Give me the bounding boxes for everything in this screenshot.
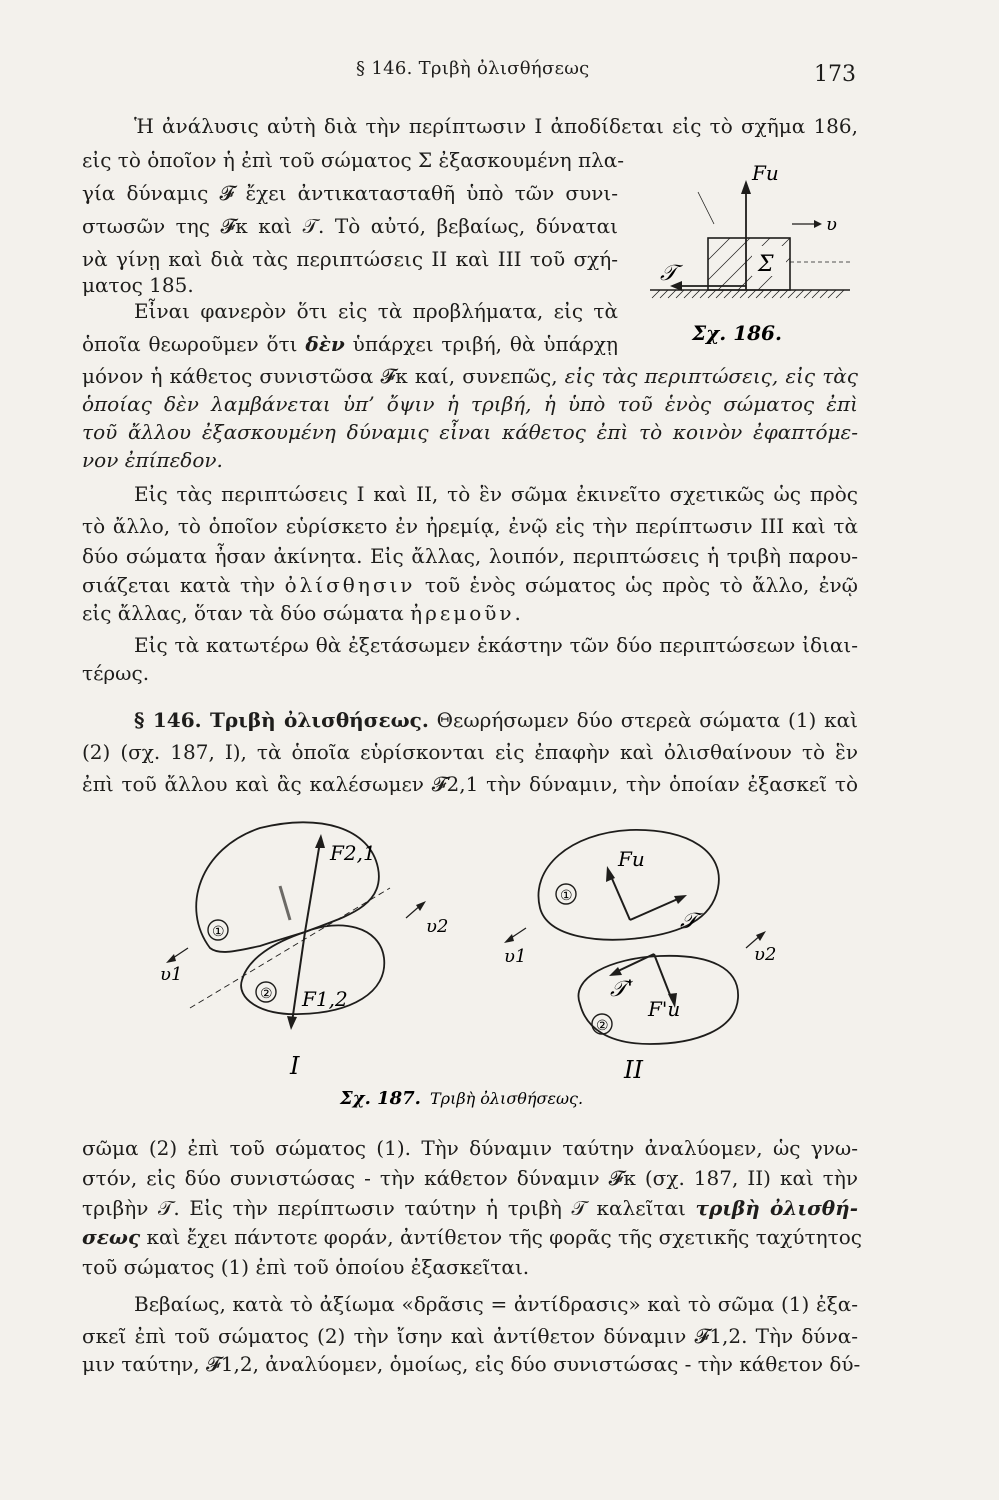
- text-line: νον ἐπίπεδον.: [82, 448, 223, 472]
- figure-186: [640, 140, 860, 360]
- figure-187: [140, 808, 840, 1118]
- text-line: τοῦ σώματος (1) ἐπὶ τοῦ ὁποίου ἐξασκεῖται.: [82, 1255, 530, 1279]
- figure-186-caption: Σχ. 186.: [692, 321, 782, 345]
- text-line: στόν, εἰς δύο συνιστώσας - τὴν κάθετον δύναμιν 𝓕κ (σχ. 187, II) καὶ τὴν: [82, 1166, 858, 1190]
- v2-label: υ2: [426, 916, 449, 937]
- text-line: τοῦ ἄλλου ἐξασκουμένη δύναμις εἶναι κάθετος ἐπὶ τὸ κοινὸν ἐφαπτόμε-: [82, 420, 858, 444]
- friction-label: 𝒯: [660, 261, 677, 286]
- section-heading: § 146. Τριβὴ ὀλισθήσεως.: [134, 708, 429, 732]
- body-1-label: ①: [212, 924, 225, 940]
- body-label: Σ: [758, 252, 774, 277]
- t-label: 𝒯: [680, 909, 697, 934]
- text-line: γία δύναμις 𝓕 ἔχει ἀντικατασταθῆ ὑπὸ τῶν συνι-: [82, 181, 618, 205]
- text-line: Εἶναι φανερὸν ὅτι εἰς τὰ προβλήματα, εἰς τὰ: [134, 299, 618, 323]
- page-number: 173: [814, 62, 856, 87]
- t-prime-label: 𝒯': [610, 977, 633, 1002]
- fu-label: Fu: [618, 847, 645, 871]
- text-line: σῶμα (2) ἐπὶ τοῦ σώματος (1). Τὴν δύναμιν ταύτην ἀναλύομεν, ὡς γνω-: [82, 1136, 858, 1160]
- v1-label: υ1: [504, 946, 527, 967]
- panel-1-numeral: I: [290, 1052, 300, 1080]
- f21-label: F2,1: [330, 841, 376, 865]
- text-line: Εἰς τὰ κατωτέρω θὰ ἐξετάσωμεν ἑκάστην τῶν δύο περιπτώσεων ἰδιαι-: [134, 633, 858, 657]
- text-line: Βεβαίως, κατὰ τὸ ἀξίωμα «δρᾶσις = ἀντίδρασις» καὶ τὸ σῶμα (1) ἐξα-: [134, 1292, 858, 1316]
- text-line: μόνον ἡ κάθετος συνιστῶσα 𝓕κ καί, συνεπῶς, εἰς τὰς περιπτώσεις, εἰς τὰς: [82, 364, 858, 388]
- body-1-label: ①: [560, 888, 573, 904]
- running-header: § 146. Τριβὴ ὀλισθήσεως: [356, 58, 590, 79]
- figure-187-caption-title: Τριβὴ ὀλισθήσεως.: [430, 1089, 584, 1108]
- text-line: Ἡ ἀνάλυσις αὐτὴ διὰ τὴν περίπτωσιν I ἀποδίδεται εἰς τὸ σχῆμα 186,: [134, 114, 858, 138]
- text-line: τέρως.: [82, 661, 150, 685]
- text-line: ματος 185.: [82, 273, 194, 297]
- text-line: (2) (σχ. 187, I), τὰ ὁποῖα εὑρίσκονται εἰς ἐπαφὴν καὶ ὀλισθαίνουν τὸ ἓν: [82, 740, 858, 764]
- fu-prime-label: F'u: [648, 997, 681, 1021]
- f12-label: F1,2: [302, 987, 348, 1011]
- text-line: Εἰς τὰς περιπτώσεις I καὶ II, τὸ ἓν σῶμα ἐκινεῖτο σχετικῶς ὡς πρὸς: [134, 482, 858, 506]
- v1-label: υ1: [160, 964, 183, 985]
- text-line: νὰ γίνῃ καὶ διὰ τὰς περιπτώσεις II καὶ III τοῦ σχή-: [82, 247, 618, 271]
- force-label: Fu: [752, 161, 779, 185]
- text-line: εἰς τὸ ὁποῖον ἡ ἐπὶ τοῦ σώματος Σ ἐξασκουμένη πλα-: [82, 148, 625, 172]
- text-line: δύο σώματα ἦσαν ἀκίνητα. Εἰς ἄλλας, λοιπόν, περιπτώσεις ἡ τριβὴ παρου-: [82, 544, 858, 568]
- text-line: ὁποῖα θεωροῦμεν ὅτι δὲν ὑπάρχει τριβή, θὰ ὑπάρχῃ: [82, 332, 618, 356]
- text-line: μιν ταύτην, 𝓕1,2, ἀναλύομεν, ὁμοίως, εἰς δύο συνιστώσας - τὴν κάθετον δύ-: [82, 1352, 861, 1376]
- body-2-label: ②: [596, 1018, 609, 1034]
- text-line: στωσῶν της 𝓕κ καὶ 𝒯. Τὸ αὐτό, βεβαίως, δύναται: [82, 214, 618, 238]
- text-line: § 146. Τριβὴ ὀλισθήσεως. Θεωρήσωμεν δύο στερεὰ σώματα (1) καὶ: [134, 708, 859, 732]
- text-line: σκεῖ ἐπὶ τοῦ σώματος (2) τὴν ἴσην καὶ ἀντίθετον δύναμιν 𝓕1,2. Τὴν δύνα-: [82, 1324, 858, 1348]
- text-line: ὁποίας δὲν λαμβάνεται ὑπ’ ὄψιν ἡ τριβή, ἡ ὑπὸ τοῦ ἑνὸς σώματος ἐπὶ: [82, 392, 858, 416]
- text-line: ἐπὶ τοῦ ἄλλου καὶ ἂς καλέσωμεν 𝓕2,1 τὴν δύναμιν, τὴν ὁποίαν ἐξασκεῖ τὸ: [82, 772, 858, 796]
- velocity-label: υ: [826, 214, 837, 235]
- panel-2-numeral: II: [624, 1056, 643, 1084]
- body-2-label: ②: [260, 986, 273, 1002]
- v2-label: υ2: [754, 944, 777, 965]
- text-line: σεως καὶ ἔχει πάντοτε φοράν, ἀντίθετον τῆς φορᾶς τῆς σχετικῆς ταχύτητος: [82, 1225, 862, 1249]
- text-line: τὸ ἄλλο, τὸ ὁποῖον εὑρίσκετο ἐν ἠρεμίᾳ, ἐνῷ εἰς τὴν περίπτωσιν III καὶ τὰ: [82, 514, 858, 538]
- figure-187-caption-number: Σχ. 187.: [340, 1088, 421, 1109]
- text-line: τριβὴν 𝒯. Εἰς τὴν περίπτωσιν ταύτην ἡ τριβὴ 𝒯 καλεῖται τριβὴ ὀλισθή-: [82, 1196, 858, 1220]
- text-line: σιάζεται κατὰ τὴν ὀλίσθησιν τοῦ ἑνὸς σώματος ὡς πρὸς τὸ ἄλλο, ἐνῷ: [82, 573, 858, 597]
- text-line: εἰς ἄλλας, ὅταν τὰ δύο σώματα ἠρεμοῦν.: [82, 601, 524, 625]
